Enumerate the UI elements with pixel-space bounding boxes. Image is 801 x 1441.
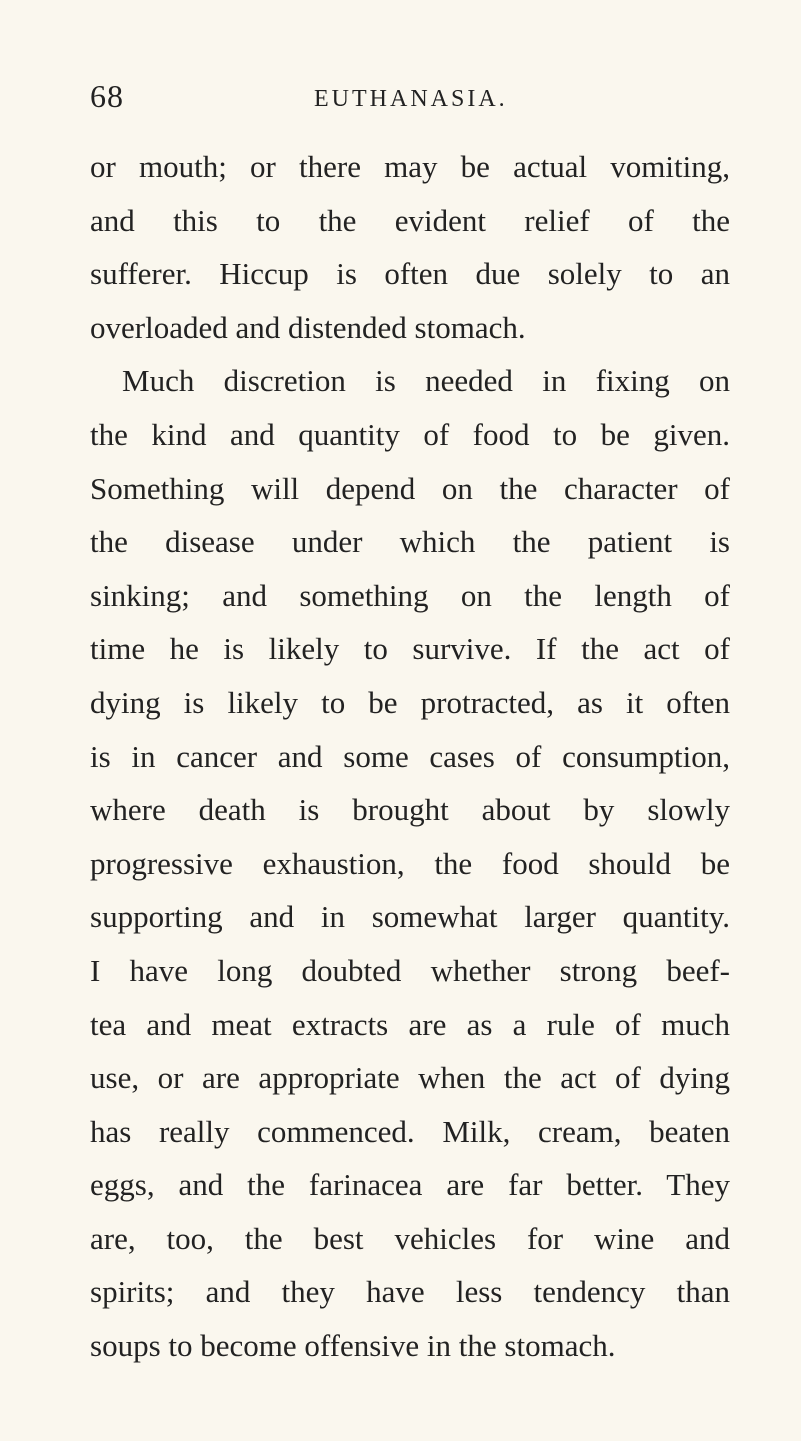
text-line: supporting and in somewhat larger quantity. [90, 899, 730, 935]
body-text [90, 140, 730, 1373]
page-header [90, 78, 730, 128]
text-line: soups to become offensive in the stomach. [90, 1328, 616, 1364]
text-line: the kind and quantity of food to be given. [90, 416, 730, 452]
running-head: EUTHANASIA. [314, 86, 508, 112]
text-line: overloaded and distended stomach. [90, 309, 526, 345]
text-line: the disease under which the patient is [90, 524, 730, 560]
text-line: use, or are appropriate when the act of dying [90, 1060, 730, 1096]
text-line: spirits; and they have less tendency than [90, 1274, 730, 1310]
text-line: I have long doubted whether strong beef- [90, 952, 730, 988]
text-line: is in cancer and some cases of consumption, [90, 738, 730, 774]
text-line: are, too, the best vehicles for wine and [90, 1220, 730, 1256]
text-line: progressive exhaustion, the food should be [90, 845, 730, 881]
text-line: time he is likely to survive. If the act of [90, 631, 730, 667]
text-line: eggs, and the farinacea are far better. They [90, 1167, 730, 1203]
text-line: or mouth; or there may be actual vomiting, [90, 149, 730, 184]
text-line: has really commenced. Milk, cream, beaten [90, 1113, 730, 1149]
text-line: Something will depend on the character of [90, 470, 730, 506]
text-line: tea and meat extracts are as a rule of much [90, 1006, 730, 1042]
text-line: Much discretion is needed in fixing on [122, 363, 730, 399]
text-line: sufferer. Hiccup is often due solely to an [90, 256, 730, 292]
text-line: where death is brought about by slowly [90, 792, 730, 828]
text-line: and this to the evident relief of the [90, 202, 730, 238]
text-line: sinking; and something on the length of [90, 577, 730, 613]
page-number: 68 [90, 78, 124, 114]
text-line: dying is likely to be protracted, as it often [90, 684, 730, 720]
